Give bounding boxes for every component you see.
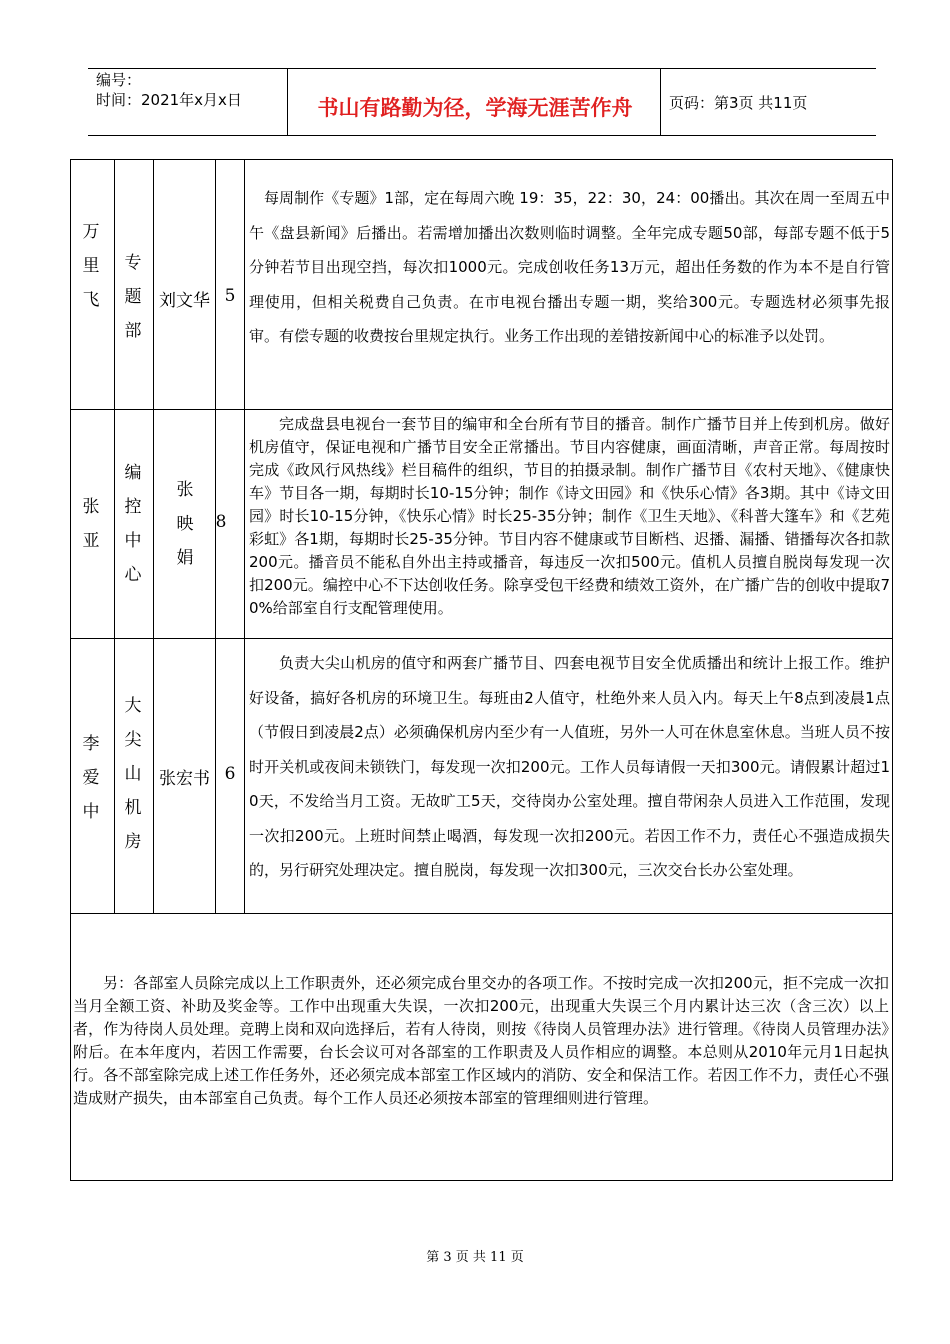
- row-department: 大尖山机房: [124, 696, 142, 852]
- header-top-rule: [88, 68, 876, 69]
- row-staff: 刘文华: [159, 291, 210, 311]
- row-staff: 张映娟: [176, 480, 194, 568]
- table-right-border: [892, 159, 893, 1181]
- row-person: 万里飞: [82, 222, 100, 310]
- table-left-border: [70, 159, 71, 1181]
- table-top-border: [70, 159, 893, 160]
- row-person: 李爱中: [82, 734, 100, 822]
- table-note: 另：各部室人员除完成以上工作职责外，还必须完成台里交办的各项工作。不按时完成一次扣200元，拒不完成一次扣当月全额工资、补助及奖金等。工作中出现重大失误，一次扣200元，出现重大失误三个月内累计达三次（含三次）以上者，作为待岗人员处理。竞聘上岗和双向选择后，若有人待岗，则按《待岗人员管理办法》进行管理。《待岗人员管理办法》附后。在本年度内，若因工作需要，台长会议可对各部室的工作职责及人员作相应的调整。本总则从2010年元月1日起执行。各不部室除完成上述工作任务外，还必须完成本部室工作区域内的消防、安全和保洁工作。若因工作不力，责任心不强造成财产损失，由本部室自己负责。每个工作人员还必须按本部室的管理细则进行管理。: [73, 974, 889, 1107]
- row-count: 8: [215, 512, 227, 532]
- header-bottom-rule: [88, 135, 876, 136]
- row-staff: 张宏书: [159, 769, 210, 789]
- row-duties: 负责大尖山机房的值守和两套广播节目、四套电视节目安全优质播出和统计上报工作。维护好设备，搞好各机房的环境卫生。每班由2人值守，杜绝外来人员入内。每天上午8点到凌晨1点（节假日到凌晨2点）必须确保机房内至少有一人值班，另外一人可在休息室休息。当班人员不按时开关机或夜间未锁铁门，每发现一次扣200元。工作人员每请假一天扣300元。请假累计超过10天，不发给当月工资。无故旷工5天，交待岗办公室处理。擅自带闲杂人员进入工作范围，发现一次扣200元。上班时间禁止喝酒，每发现一次扣200元。若因工作不力，责任心不强造成损失的，另行研究处理决定。擅自脱岗，每发现一次扣300元，三次交台长办公室处理。: [249, 654, 890, 879]
- column-divider-1: [114, 159, 115, 914]
- row-count: 5: [224, 286, 236, 306]
- table-bottom-border: [70, 1180, 893, 1181]
- row-divider-2: [70, 638, 893, 639]
- document-time-label: 时间：2021年x月x日: [96, 91, 242, 109]
- document-number-label: 编号：: [96, 71, 142, 89]
- column-divider-3: [215, 159, 216, 914]
- page-footer: 第 3 页 共 11 页: [426, 1250, 524, 1265]
- column-divider-2: [153, 159, 154, 914]
- header-divider-right: [660, 68, 661, 136]
- row-duties: 完成盘县电视台一套节目的编审和全台所有节目的播音。制作广播节目并上传到机房。做好机房值守，保证电视和广播节目安全正常播出。节目内容健康，画面清晰，声音正常。每周按时完成《政风行风热线》栏目稿件的组织，节目的拍摄录制。制作广播节目《农村天地》、《健康快车》节目各一期，每期时长10-15分钟；制作《诗文田园》和《快乐心情》各3期。其中《诗文田园》时长10-15分钟，《快乐心情》时长25-35分钟；制作《卫生天地》、《科普大篷车》和《艺苑彩虹》各1期，每期时长25-35分钟。节目内容不健康或节目断档、迟播、漏播、错播每次各扣款 200元。播音员不能私自外出主持或播音，每违反一次扣500元。值机人员擅自脱岗每发现一次扣200元。编控中心不下达创收任务。除享受包干经费和绩效工资外，在广播广告的创收中提取70%给部室自行支配管理使用。: [249, 415, 890, 617]
- header-divider-left: [287, 68, 288, 136]
- row-duties: 每周制作《专题》1部，定在每周六晚 19：35，22：30，24：00播出。其次在周一至周五中午《盘县新闻》后播出。若需增加播出次数则临时调整。全年完成专题50部，每部专题不低于5分钟若节目出现空挡，每次扣1000元。完成创收任务13万元，超出任务数的作为本不是自行管理使用，但相关税费自己负责。在市电视台播出专题一期，奖给300元。专题选材必须事先报审。有偿专题的收费按台里规定执行。业务工作出现的差错按新闻中心的标准予以处罚。: [249, 189, 890, 345]
- page-number-label: 页码：第3页 共11页: [669, 94, 808, 112]
- row-divider-1: [70, 409, 893, 410]
- row-count: 6: [224, 764, 236, 784]
- row-department: 编控中心: [124, 463, 142, 585]
- row-person: 张亚: [82, 497, 100, 551]
- header-motto: 书山有路勤为径，学海无涯苦作舟: [317, 96, 633, 120]
- row-divider-3: [70, 913, 893, 914]
- row-department: 专题部: [124, 253, 142, 341]
- column-divider-4: [244, 159, 245, 914]
